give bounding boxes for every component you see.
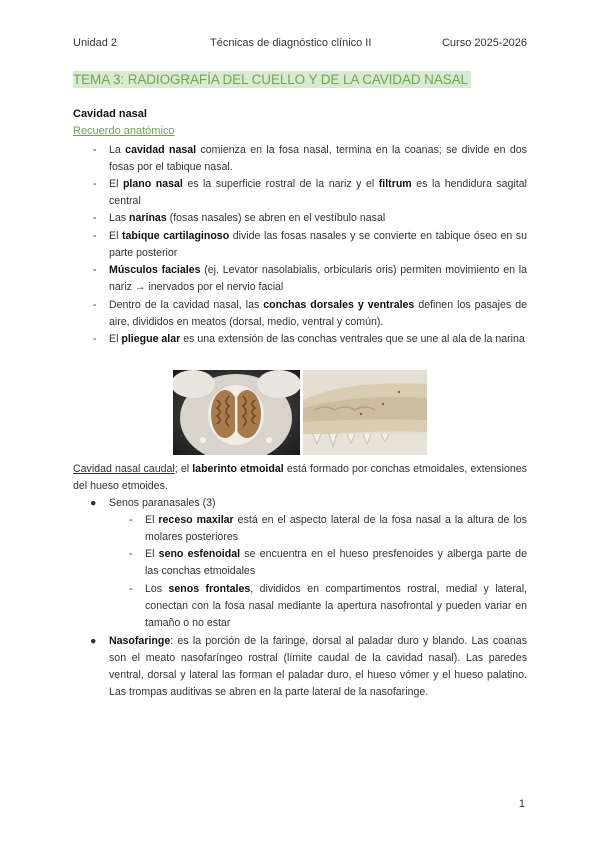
dash-marker: - — [93, 333, 97, 345]
list-item: El tabique cartilaginoso divide las fosas nasales y se convierte en tabique óseo en su parte posterior — [109, 230, 527, 259]
skull-front-image — [173, 370, 300, 455]
page-number: 1 — [518, 798, 525, 810]
bullet-dot: ● — [90, 635, 97, 647]
dash-marker: - — [129, 583, 133, 595]
section-subheading: Recuerdo anatómico — [73, 125, 175, 137]
topic-title: TEMA 3: RADIOGRAFÍA DEL CUELLO Y DE LA CAVIDAD NASAL — [73, 71, 471, 88]
dash-marker: - — [93, 299, 97, 311]
skull-lateral-image — [303, 370, 427, 455]
list-item: El seno esfenoidal se encuentra en el hueso presfenoides y alberga parte de las conchas etmoidales — [145, 548, 527, 577]
dash-marker: - — [93, 178, 97, 190]
list-item: Músculos faciales (ej. Levator nasolabialis, orbicularis oris) permiten movimiento en la nariz → inervados por el nervio facial — [109, 264, 527, 293]
list-item: Los senos frontales, divididos en compartimentos rostral, medial y lateral, conectan con la fosa nasal mediante la apertura nasofrontal y pueden variar en tamaño o no estar — [145, 583, 527, 629]
caudal-paragraph: Cavidad nasal caudal; el laberinto etmoidal está formado por conchas etmoidales, extensiones del hueso etmoides. — [73, 463, 527, 492]
dash-marker: - — [93, 212, 97, 224]
senos-label: Senos paranasales (3) — [109, 497, 216, 509]
header-course-title: Técnicas de diagnóstico clínico II — [210, 37, 372, 49]
header-year: Curso 2025-2026 — [441, 37, 527, 49]
dash-marker: - — [93, 144, 97, 156]
dash-marker: - — [93, 264, 97, 276]
dash-marker: - — [129, 514, 133, 526]
list-item: Las narinas (fosas nasales) se abren en el vestíbulo nasal — [109, 212, 386, 224]
list-item: El receso maxilar está en el aspecto lateral de la fosa nasal a la altura de los molares posteriores — [145, 514, 527, 543]
dash-marker: - — [129, 548, 133, 560]
nasofaringe-paragraph: Nasofaringe: es la porción de la faringe, dorsal al paladar duro y blando. Las coanas son el meato nasofaríngeo rostral (límite caudal de la cavidad nasal). Las paredes ventral, dorsal y lateral las forman el paladar duro, el hueso vómer y el hueso palatino. Las trompas auditivas se abren en la parte lateral de la nasofaringe. — [109, 635, 527, 698]
bullet-dot: ● — [90, 497, 97, 509]
section-heading: Cavidad nasal — [73, 108, 147, 120]
list-item: La cavidad nasal comienza en la fosa nasal, termina en la coanas; se divide en dos fosas por el tabique nasal. — [109, 144, 527, 173]
dash-marker: - — [93, 230, 97, 242]
list-item: El plano nasal es la superficie rostral de la nariz y el filtrum es la hendidura sagital central — [109, 178, 527, 207]
header-unit: Unidad 2 — [73, 37, 118, 49]
page-header — [73, 37, 527, 51]
list-item: El pliegue alar es una extensión de las conchas ventrales que se une al ala de la narina — [109, 333, 525, 345]
list-item: Dentro de la cavidad nasal, las conchas dorsales y ventrales definen los pasajes de aire, divididos en meatos (dorsal, medio, ventral y común). — [109, 299, 527, 328]
